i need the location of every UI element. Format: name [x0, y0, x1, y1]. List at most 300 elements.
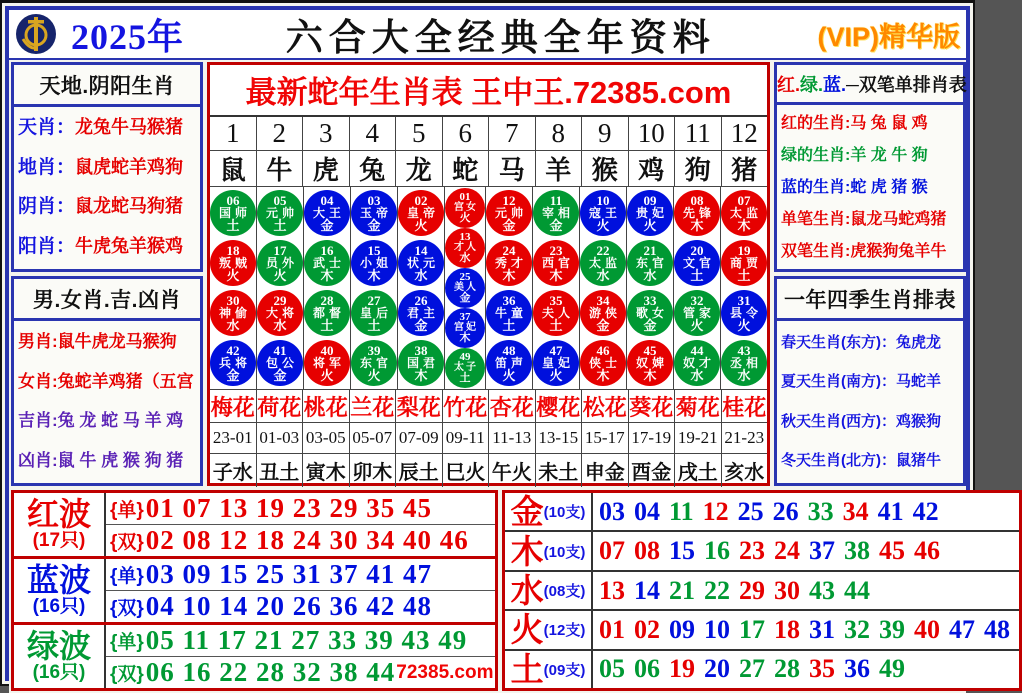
five-elements-table	[502, 490, 1022, 691]
element-number: 05	[599, 654, 625, 684]
ball-title: 元帅	[265, 206, 298, 220]
element-number: 42	[912, 496, 939, 526]
ball-number: 17	[273, 243, 287, 258]
wave-numbers: 01 07 13 19 23 29 35 45	[145, 493, 433, 523]
ball-title: 贵妃	[635, 206, 668, 220]
element-number: 37	[809, 536, 835, 566]
panel-title: 一年四季生肖排表	[777, 279, 963, 321]
element-row	[505, 609, 1019, 648]
lottery-ball-30	[210, 290, 256, 336]
flower-cell: 葵花	[628, 390, 675, 422]
wave-numbers: 03 09 15 25 31 37 41 47	[145, 559, 433, 589]
column-number-cell: 4	[349, 117, 396, 150]
hour-range-cell: 17-19	[628, 423, 675, 453]
lottery-ball-22	[580, 240, 626, 286]
ball-element: 金	[367, 218, 381, 233]
ball-element: 火	[643, 218, 657, 233]
element-numbers	[593, 611, 1019, 648]
row-label: 阴肖：	[18, 196, 76, 218]
ball-column	[485, 187, 532, 389]
four-seasons-zodiac-panel	[774, 276, 966, 486]
hour-range-row	[210, 422, 767, 453]
lottery-ball-33	[627, 290, 673, 336]
title-part: 绿.	[800, 75, 824, 95]
row-value: 虎猴狗兔羊牛	[850, 242, 947, 260]
male-female-zodiac-panel	[11, 276, 203, 486]
ball-number: 42	[226, 343, 240, 358]
panel-title: 男.女肖.吉.凶肖	[14, 279, 200, 321]
lottery-ball-35	[533, 290, 579, 336]
ball-element: 木	[320, 268, 334, 283]
row-label: 绿的生肖:	[781, 146, 851, 164]
wave-label	[14, 625, 106, 688]
lottery-ball-43	[721, 340, 767, 386]
lottery-ball-24	[486, 240, 532, 286]
wave-numbers: 04 10 14 20 26 36 42 48	[145, 591, 433, 621]
ball-column	[256, 187, 303, 389]
flower-cell: 桃花	[302, 390, 349, 422]
row-value: 龙兔牛马猴猪	[75, 117, 184, 138]
ball-title: 夫人	[541, 306, 574, 320]
lottery-ball-11	[533, 190, 579, 236]
zodiac-cell: 虎	[302, 151, 349, 186]
ball-element: 土	[549, 318, 563, 333]
ball-element: 金	[320, 218, 334, 233]
element-name: 水	[510, 572, 544, 610]
wave-number-row	[106, 524, 495, 556]
ball-title: 文官	[682, 256, 715, 270]
panel-rows	[14, 321, 200, 483]
ball-title: 管家	[682, 306, 715, 320]
year-label: 2025年	[71, 16, 185, 57]
zodiac-number-table	[207, 62, 770, 486]
element-count: (12支)	[543, 622, 586, 640]
row-value: 鼠虎蛇羊鸡狗	[75, 156, 184, 177]
ball-number: 11	[549, 193, 563, 208]
ball-title: 先锋	[682, 206, 715, 220]
element-number: 34	[842, 496, 869, 526]
lottery-ball-08	[674, 190, 720, 236]
ball-element: 水	[737, 368, 751, 383]
element-count: (09支)	[543, 661, 586, 679]
lottery-ball-32	[674, 290, 720, 336]
ball-element: 土	[502, 318, 516, 333]
lottery-ball-15	[351, 240, 397, 286]
ball-number: 03	[367, 193, 381, 208]
row-value: 马 兔 鼠 鸡	[850, 114, 928, 132]
wave-number-row	[106, 656, 495, 688]
lottery-ball-26	[398, 290, 444, 336]
zodiac-category-row	[18, 237, 196, 258]
ball-element: 木	[737, 218, 751, 233]
element-number: 01	[599, 614, 625, 644]
flower-row	[210, 389, 767, 422]
ball-title: 商贾	[729, 256, 762, 270]
element-number: 38	[844, 536, 870, 566]
ball-title: 皇妃	[541, 356, 574, 370]
ball-number: 49	[459, 351, 471, 363]
wave-name: 绿波	[26, 627, 91, 664]
row-label: 双笔生肖:	[781, 242, 851, 260]
hour-range-cell: 01-03	[256, 423, 303, 453]
row-label: 冬天生肖(北方)：	[781, 452, 896, 469]
odd-even-tag: {单}	[110, 632, 144, 653]
ball-title: 县令	[729, 306, 762, 320]
element-label	[505, 493, 593, 530]
row-value: 鸡猴狗	[896, 412, 942, 430]
lottery-ball-18	[210, 240, 256, 286]
season-zodiac-row	[781, 374, 959, 391]
left-sidebar	[9, 60, 205, 488]
ball-title: 宫女	[454, 202, 478, 213]
row-label: 天肖：	[18, 117, 76, 139]
element-number: 10	[704, 614, 730, 644]
ball-element: 火	[549, 368, 563, 383]
element-number: 12	[702, 496, 729, 526]
row-label: 吉肖:	[18, 411, 58, 431]
column-number-cell: 10	[628, 117, 675, 150]
ball-column	[397, 187, 444, 389]
element-number: 30	[774, 575, 800, 605]
ball-element: 火	[690, 318, 704, 333]
ball-number: 47	[549, 343, 563, 358]
lottery-ball-27	[351, 290, 397, 336]
flower-cell: 兰花	[349, 390, 396, 422]
ball-element: 水	[643, 268, 657, 283]
ball-element: 金	[414, 318, 428, 333]
ball-title: 东官	[359, 356, 392, 370]
ball-number: 14	[414, 243, 428, 258]
header	[9, 10, 966, 60]
ball-element: 金	[459, 292, 471, 304]
zodiac-cell: 猪	[721, 151, 768, 186]
earthly-branch-cell: 子水	[212, 462, 253, 484]
zodiac-category-row	[18, 158, 196, 179]
lottery-ball-42	[210, 340, 256, 386]
zodiac-cell: 牛	[256, 151, 303, 186]
ball-number: 46	[596, 343, 610, 358]
wave-rows	[106, 493, 495, 556]
ball-title: 游侠	[588, 306, 621, 320]
ball-number: 26	[414, 293, 428, 308]
season-zodiac-row	[781, 453, 959, 470]
season-zodiac-row	[781, 414, 959, 431]
element-label	[505, 532, 593, 569]
row-label: 红的生肖:	[781, 114, 851, 132]
row-value: 兔虎龙	[896, 333, 942, 351]
panel-title: 天地.阴阳生肖	[14, 65, 200, 107]
ball-element: 土	[737, 268, 751, 283]
column-number-cell: 8	[535, 117, 582, 150]
ball-title: 将军	[312, 356, 345, 370]
element-number: 31	[809, 614, 835, 644]
ball-element: 木	[596, 368, 610, 383]
ball-title: 奴才	[682, 356, 715, 370]
element-numbers	[593, 572, 1019, 609]
ball-title: 元帅	[494, 206, 527, 220]
ball-element: 水	[226, 318, 240, 333]
ball-number: 21	[643, 243, 657, 258]
main-area	[9, 60, 966, 488]
ball-element: 金	[643, 318, 657, 333]
color-zodiac-row	[781, 242, 959, 261]
ball-number: 48	[502, 343, 516, 358]
flower-cell: 荷花	[256, 390, 303, 422]
ball-number: 16	[320, 243, 334, 258]
wave-section	[14, 556, 495, 622]
ball-number: 41	[273, 343, 287, 358]
ball-title: 歌女	[635, 306, 668, 320]
column-number-cell: 5	[395, 117, 442, 150]
lottery-ball-20	[674, 240, 720, 286]
element-number: 19	[669, 654, 695, 684]
row-value: 鼠牛虎龙马猴狗	[57, 332, 177, 352]
element-count: (10支)	[543, 504, 586, 522]
ball-column	[303, 187, 350, 389]
ball-title: 武士	[312, 256, 345, 270]
earthly-branch-cell: 未土	[535, 454, 582, 487]
color-zodiac-row	[781, 178, 959, 197]
ball-element: 土	[367, 318, 381, 333]
ball-number: 12	[502, 193, 516, 208]
lottery-ball-44	[674, 340, 720, 386]
column-number-row	[210, 117, 767, 150]
row-label: 蓝的生肖:	[781, 178, 851, 196]
lottery-ball-04	[304, 190, 350, 236]
element-number: 04	[634, 496, 660, 526]
ball-number: 07	[737, 193, 751, 208]
ball-title: 国师	[218, 206, 251, 220]
element-name: 土	[510, 650, 544, 688]
ball-element: 木	[549, 268, 563, 283]
navy-gold-emblem-icon	[15, 13, 57, 55]
row-value: 鼠 牛 虎 猴 狗 猪	[57, 450, 184, 470]
element-row	[505, 530, 1019, 569]
element-row	[505, 649, 1019, 688]
element-number: 33	[807, 496, 834, 526]
lottery-ball-10	[580, 190, 626, 236]
ball-number: 43	[737, 343, 751, 358]
ball-number: 04	[320, 193, 334, 208]
wave-label	[14, 493, 106, 556]
element-number: 02	[634, 614, 660, 644]
element-number: 14	[634, 575, 660, 605]
element-number: 25	[737, 496, 764, 526]
zodiac-cell: 兔	[349, 151, 396, 186]
element-name: 火	[510, 611, 544, 649]
lottery-ball-05	[257, 190, 303, 236]
ball-number: 44	[690, 343, 704, 358]
ball-title: 笛声	[494, 356, 527, 370]
row-label: 凶肖:	[18, 450, 58, 470]
column-number-cell: 2	[256, 117, 303, 150]
lottery-ball-25	[445, 268, 485, 308]
element-number: 36	[844, 654, 870, 684]
element-number: 35	[809, 654, 835, 684]
ball-element: 金	[502, 218, 516, 233]
flower-cell: 桂花	[721, 390, 768, 422]
center-wrap	[205, 60, 772, 488]
flower-cell: 梨花	[395, 390, 442, 422]
ball-element: 火	[737, 318, 751, 333]
title-part: 蓝.	[823, 75, 847, 95]
ball-number: 02	[414, 193, 428, 208]
ball-number: 31	[737, 293, 751, 308]
wave-numbers: 05 11 17 21 27 33 39 43 49	[145, 625, 468, 655]
ball-number: 28	[320, 293, 334, 308]
row-value: 羊 龙 牛 狗	[850, 146, 928, 164]
lottery-ball-02	[398, 190, 444, 236]
title-part: 红.	[777, 75, 801, 95]
zodiac-cell: 鸡	[628, 151, 675, 186]
ball-element: 木	[367, 268, 381, 283]
ball-element: 火	[414, 218, 428, 233]
lottery-ball-09	[627, 190, 673, 236]
wave-count: (16只)	[32, 662, 86, 684]
ball-number: 18	[226, 243, 240, 258]
element-number: 32	[844, 614, 870, 644]
ball-element: 土	[226, 218, 240, 233]
ball-element: 火	[273, 268, 287, 283]
ball-title: 丞相	[729, 356, 762, 370]
zodiac-cell: 猴	[581, 151, 628, 186]
row-label: 单笔生肖:	[781, 210, 851, 228]
element-number: 44	[844, 575, 870, 605]
zodiac-category-row	[18, 118, 196, 139]
hour-range-cell: 19-21	[674, 423, 721, 453]
element-number: 45	[879, 536, 905, 566]
ball-number: 05	[273, 193, 287, 208]
element-number: 20	[704, 654, 730, 684]
hour-range-cell: 05-07	[349, 423, 396, 453]
earthly-branch-cell: 戌土	[674, 454, 721, 487]
ball-title: 员外	[265, 256, 298, 270]
row-value: 兔 龙 蛇 马 羊 鸡	[57, 411, 184, 431]
page-frame	[5, 6, 1010, 688]
lottery-ball-14	[398, 240, 444, 286]
panel-rows	[14, 107, 200, 269]
element-number: 46	[914, 536, 940, 566]
lottery-ball-38	[398, 340, 444, 386]
wave-number-row	[106, 493, 495, 524]
bottom-area	[9, 488, 1010, 693]
right-sidebar	[772, 60, 968, 488]
zodiac-cell: 马	[488, 151, 535, 186]
element-number: 07	[599, 536, 625, 566]
hour-range-cell: 23-01	[212, 428, 253, 447]
hour-range-cell: 07-09	[395, 423, 442, 453]
wave-section	[14, 493, 495, 556]
wave-numbers: 06 16 22 28 32 38 44	[145, 657, 396, 687]
element-number: 28	[774, 654, 800, 684]
element-number: 29	[739, 575, 765, 605]
row-value: 鼠猪牛	[896, 452, 942, 469]
odd-even-tag: {双}	[110, 532, 144, 553]
wave-number-row	[106, 590, 495, 622]
wave-number-row	[106, 625, 495, 656]
ball-title: 美人	[454, 282, 478, 293]
ball-element: 木	[414, 368, 428, 383]
wave-name: 红波	[26, 495, 91, 532]
ball-title: 国君	[406, 356, 439, 370]
panel-title	[777, 65, 967, 105]
element-number: 40	[914, 614, 940, 644]
hour-range-cell: 15-17	[581, 423, 628, 453]
ball-number: 01	[459, 191, 471, 203]
lottery-ball-37	[445, 308, 485, 348]
sky-earth-zodiac-panel	[11, 62, 203, 272]
ball-element: 水	[459, 252, 471, 264]
element-numbers	[593, 493, 1019, 530]
element-number: 23	[739, 536, 765, 566]
ball-column	[350, 187, 397, 389]
ball-number: 36	[502, 293, 516, 308]
element-label	[505, 572, 593, 609]
zodiac-category-row	[18, 333, 196, 352]
element-number: 41	[877, 496, 904, 526]
lottery-ball-29	[257, 290, 303, 336]
element-row	[505, 570, 1019, 609]
odd-even-tag: {单}	[110, 566, 144, 587]
ball-number: 27	[367, 293, 381, 308]
row-label: 女肖:	[18, 371, 58, 391]
ball-title: 皇后	[359, 306, 392, 320]
lottery-ball-12	[486, 190, 532, 236]
zodiac-cell: 鼠	[219, 155, 246, 185]
season-zodiac-row	[781, 335, 959, 352]
ball-element: 水	[596, 268, 610, 283]
element-number: 17	[739, 614, 765, 644]
ball-title: 皇帝	[406, 206, 439, 220]
ball-number: 10	[596, 193, 610, 208]
zodiac-cell: 狗	[674, 151, 721, 186]
ball-title: 大将	[265, 306, 298, 320]
ball-title: 大王	[312, 206, 345, 220]
earthly-branch-cell: 酉金	[628, 454, 675, 487]
zodiac-cell: 龙	[395, 151, 442, 186]
row-value: 鼠龙马蛇鸡猪	[850, 210, 947, 228]
row-value: 兔蛇羊鸡猪（五宫	[57, 371, 194, 391]
element-number: 08	[634, 536, 660, 566]
lottery-ball-23	[533, 240, 579, 286]
lottery-ball-49	[445, 348, 485, 388]
wave-color-table	[11, 490, 498, 691]
element-number: 18	[774, 614, 800, 644]
ball-number: 33	[643, 293, 657, 308]
zodiac-category-row	[18, 373, 196, 392]
ball-title: 兵将	[218, 356, 251, 370]
wave-section	[14, 622, 495, 688]
ball-title: 才人	[454, 242, 478, 253]
lottery-ball-47	[533, 340, 579, 386]
lottery-ball-46	[580, 340, 626, 386]
ball-element: 金	[596, 318, 610, 333]
ball-column	[720, 187, 767, 389]
lottery-ball-19	[721, 240, 767, 286]
ball-number: 19	[737, 243, 751, 258]
lottery-ball-28	[304, 290, 350, 336]
lottery-ball-39	[351, 340, 397, 386]
lottery-ball-45	[627, 340, 673, 386]
vip-badge: (VIP)精华版	[817, 21, 960, 52]
lottery-ball-01	[445, 188, 485, 228]
ball-element: 土	[320, 318, 334, 333]
element-number: 22	[704, 575, 730, 605]
ball-number: 35	[549, 293, 563, 308]
ball-title: 宰相	[541, 206, 574, 220]
row-value: 鼠龙蛇马狗猪	[75, 196, 184, 217]
earthly-branch-cell: 巳火	[442, 454, 489, 487]
